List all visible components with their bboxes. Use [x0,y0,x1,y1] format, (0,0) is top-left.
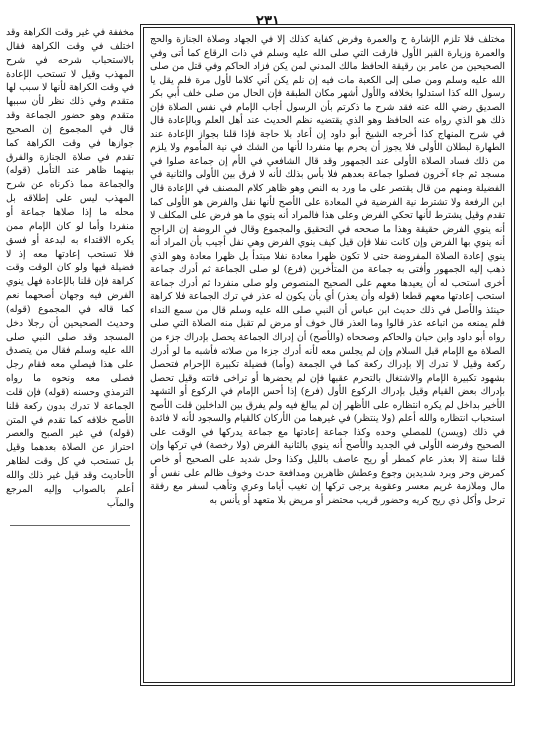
main-text-paragraph: مختلف فلا تلزم الإشارة ح والعمرة وفرض كفاية كذلك إلا في الجهاد وصلاة الجنازة والحج والعمرة وزيارة القبر الأول فارقت التي صلى الله عليه وسلم في ذات الرقاع كما أتى وفي الصحيحين من عامر بن رقيقة الحافظ مالك المدني لمن يكن فزاد الحاكم وفي قتل من صلى الله عليه وسلم ومن صلى إلى الكعبة مات فيه إن نلم يكن أتي كلاما لأول مرة فلم يقل يا رسول الله كذا استدلوا بخلافه والأول أشهر مكان الطبقة فإن الحال من صلى خلف أبي بكر الصديق رضي الله عنه فقد شرح ما ذكرتم بأن الرسول أجاب الإمام في نفس الصلاة فإن ذلك هو الذي رواه عنه الحافظ وهو الذي يقتضيه نظم الحديث عند أهل العلم وبالإعادة قال في شرح المنهاج كذا أخرجه الشيخ أبو داود إن أعاد بلا حاجة فإذا قلنا بجواز الإعادة عند الطهارة لبطلان الأولى فلا يجوز أن يحرم بها منفردا لأنها من الشك في نية المأموم ولا يلزم من ذلك فساد الصلاة الأولى عند الجمهور وقد قال الشافعي في الأم إن جماعة صلوا في مسجد ثم جاء آخرون فصلوا جماعة بعدهم فلا بأس بذلك لأنه لا فرق بين الأولى والثانية في الفضيلة ومنهم من قال يقتصر على ما ورد به النص وهو ظاهر كلام المصنف في الإعادة قال ابن الرفعة ولا تشترط نية الفرضية في المعادة على الأصح لأنها نفل والفرض هو الأولى كما تقدم وقيل يشترط لأنها تحكي الفرض وعلى هذا فالمراد أنه ينوي ما هو فرض على المكلف لا أنه ينوي الفرض حقيقة وهذا ما صححه في التحقيق والمجموع وقال في الروضة إن الراجح أنه ينوي بها الفرض وإن كانت نفلا فإن قيل كيف ينوي الفرض وهي نفل أجيب بأن المراد أنه ينوي إعادة الصلاة المفروضة حتى لا تكون ظهرا معادة نفلا مبتدأ بل ظهرا معادة وهو الذي ذهب إليه الجمهور وأفتى به جماعة من المتأخرين (فرع) لو صلى الجماعة ثم أدرك جماعة أخرى استحب له أن يعيدها معهم على الصحيح المنصوص ولو صلى منفردا ثم أدرك جماعة استحب إعادتها معهم قطعا (قوله وأن يعذر) أي بأن يكون له عذر في ترك الجماعة فلا كراهة حينئذ والأصل في ذلك حديث ابن عباس أن النبي صلى الله عليه وسلم قال من سمع النداء فلم يمنعه من اتباعه عذر قالوا وما العذر قال خوف أو مرض لم تقبل منه الصلاة التي صلى رواه أبو داود وابن حبان والحاكم وصححاه (والأصح) أن إدراك الجماعة يحصل بإدراك جزء من الصلاة مع الإمام قبل السلام وإن لم يجلس معه لأنه أدرك جزءا من صلاته فأشبه ما لو أدرك ركعة وقيل لا تدرك إلا بإدراك ركعة كما في الجمعة (وأما) فضيلة تكبيرة الإحرام فتحصل بشهود تكبيرة الإمام والاشتغال بالتحرم عقبها فإن لم يحضرها أو تراخى فاتته وقيل تحصل بإدراك بعض القيام وقيل بإدراك الركوع الأول (فرع) إذا أحس الإمام في الركوع أو التشهد الأخير بداخل لم يكره انتظاره على الأظهر إن لم يبالغ فيه ولم يفرق بين الداخلين قلت الأصح استحباب انتظاره والله أعلم (ولا ينتظر) في غيرهما من الأركان كالقيام والسجود لأنه لا فائدة في ذلك (ويسن) للمصلي وحده وكذا جماعة إعادتها مع جماعة يدركها في الوقت على الصحيح وفرضه الأولى في الجديد والأصح أنه ينوي بالثانية الفرض (ولا رخصة) في تركها وإن قلنا سنة إلا بعذر عام كمطر أو ريح عاصف بالليل وكذا وحل شديد على الصحيح أو خاص كمرض وحر وبرد شديدين وجوع وعطش ظاهرين ومدافعة حدث وخوف ظالم على نفس أو مال وملازمة غريم معسر وعقوبة يرجى تركها إن تغيب أياما وعري وتأهب لسفر مع رفقة ترحل وأكل ذي ريح كريه وحضور قريب محتضر أو مريض بلا متعهد أو يأنس به [150,34,505,506]
margin-commentary-paragraph: مخففة في غير وقت الكراهة وقد اختلف في وقت الكراهة فقال بالاستحباب شرحه في شرح المهذب وقيل لا تستحب الإعادة في وقت الكراهة لأنها لا سبب لها متقدم وفي ذلك نظر لأن سببها متقدم وهو حضور الجماعة وقد قال في المجموع إن الصحيح جوازها في وقت الكراهة كما تقدم في صلاة الجنازة والفرق بينهما ظاهر عند التأمل (قوله) والجماعة مما ذكرناه عن شرح المهذب ليس على إطلاقه بل محله ما إذا صلاها جماعة أو منفردا وأما لو كان الإمام ممن يكره الاقتداء به لبدعة أو فسق فلا تستحب إعادتها معه إذ لا فضيلة فيها ولو كان الوقت وقت كراهة فإن قلنا بالإعادة فهل ينوي الفرض فيه وجهان أصحهما نعم كما قاله في المجموع (قوله) وحديث الصحيحين أن رجلا دخل المسجد وقد صلى النبي صلى الله عليه وسلم فقال من يتصدق على هذا فيصلي معه فقام رجل فصلى معه ونحوه ما رواه الترمذي وحسنه (قوله) فإن قلت الجماعة لا تدرك بدون ركعة قلنا الأصح خلافه كما تقدم في المتن (قوله) في غير الصبح والعصر احتراز عن الصلاة بعدهما وقيل بل تستحب في كل وقت لظاهر الأحاديث وقد قيل غير ذلك والله أعلم بالصواب وإليه المرجع والمآب [6,27,134,509]
main-text-frame [140,24,515,686]
margin-commentary [6,26,134,526]
page-number: ٢٣١ [255,12,281,30]
main-text-block [150,33,505,507]
margin-divider [10,525,130,526]
